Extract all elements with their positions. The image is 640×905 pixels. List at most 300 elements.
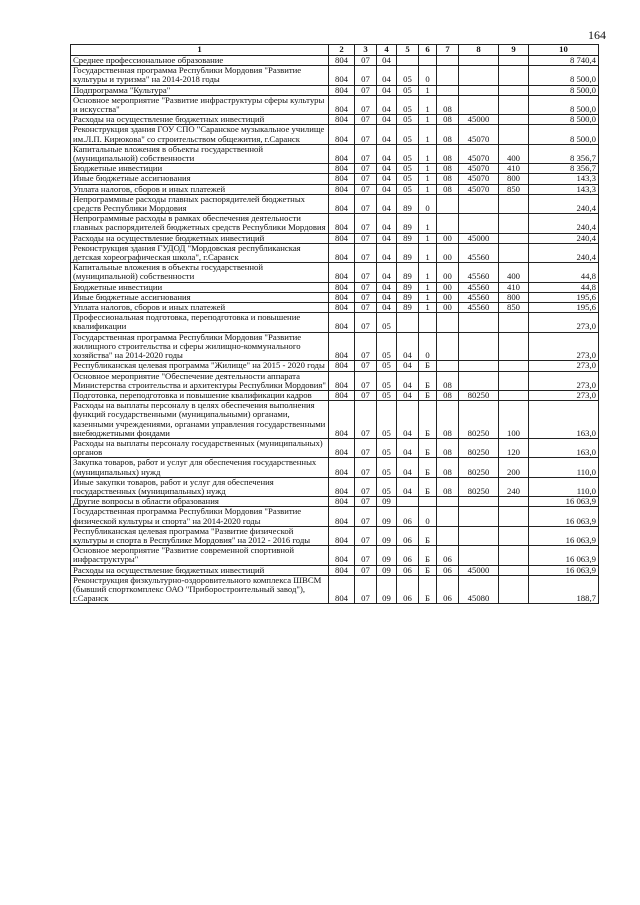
row-code-cell (499, 194, 529, 213)
table-row (71, 144, 599, 163)
row-name-cell: Иные бюджетные ассигнования (71, 174, 329, 184)
row-name-cell: Среднее профессиональное образование (71, 56, 329, 66)
row-code-cell: 06 (437, 546, 459, 565)
row-code-cell: 04 (377, 85, 397, 95)
row-code-cell (499, 233, 529, 243)
row-code-cell: 08 (437, 164, 459, 174)
row-name-cell: Реконструкция физкультурно-оздоровительного комплекса ШВСМ (бывший спорткомплекс ОАО "Приборостроительный завод"), г.Саранск (71, 575, 329, 604)
row-amount-cell: 273,0 (529, 371, 599, 390)
row-code-cell: 05 (397, 174, 419, 184)
row-name-cell: Расходы на осуществление бюджетных инвестиций (71, 565, 329, 575)
row-amount-cell: 44,8 (529, 263, 599, 282)
row-code-cell: 08 (437, 184, 459, 194)
row-code-cell: 804 (329, 575, 355, 604)
row-name-cell: Иные закупки товаров, работ и услуг для обеспечения государственных (муниципальных) нужд (71, 477, 329, 496)
row-code-cell: Б (419, 361, 437, 371)
row-code-cell (459, 546, 499, 565)
row-code-cell (499, 371, 529, 390)
row-code-cell: 804 (329, 95, 355, 114)
page-number: 164 (588, 28, 606, 42)
row-code-cell: 05 (397, 125, 419, 144)
row-code-cell: 800 (499, 292, 529, 302)
row-name-cell: Основное мероприятие "Развитие инфраструктуры сферы культуры и искусства" (71, 95, 329, 114)
row-code-cell (437, 332, 459, 361)
row-code-cell: 804 (329, 507, 355, 526)
row-code-cell: 45560 (459, 263, 499, 282)
row-code-cell (499, 85, 529, 95)
row-code-cell: 800 (499, 174, 529, 184)
row-code-cell: 05 (397, 85, 419, 95)
row-amount-cell: 163,0 (529, 438, 599, 457)
row-amount-cell: 8 356,7 (529, 144, 599, 163)
row-amount-cell: 16 063,9 (529, 546, 599, 565)
row-name-cell: Капитальные вложения в объекты государственной (муниципальной) собственности (71, 263, 329, 282)
row-amount-cell: 44,8 (529, 282, 599, 292)
row-code-cell: 1 (419, 214, 437, 233)
row-code-cell: 06 (397, 575, 419, 604)
row-code-cell: Б (419, 371, 437, 390)
row-code-cell: 04 (377, 263, 397, 282)
row-code-cell: Б (419, 458, 437, 477)
table-row (71, 174, 599, 184)
row-code-cell: 80250 (459, 390, 499, 400)
row-name-cell: Республиканская целевая программа "Развитие физической культуры и спорта в Республике Мордовия" на 2012 - 2016 годы (71, 526, 329, 545)
row-amount-cell: 8 500,0 (529, 125, 599, 144)
row-code-cell: 08 (437, 95, 459, 114)
row-code-cell: 04 (397, 477, 419, 496)
table-row (71, 575, 599, 604)
row-code-cell: 07 (355, 575, 377, 604)
row-amount-cell: 163,0 (529, 401, 599, 439)
column-header: 9 (499, 45, 529, 56)
row-code-cell: 08 (437, 125, 459, 144)
row-amount-cell: 273,0 (529, 332, 599, 361)
row-code-cell: 07 (355, 263, 377, 282)
row-code-cell: 804 (329, 371, 355, 390)
row-code-cell: Б (419, 546, 437, 565)
row-code-cell: 07 (355, 401, 377, 439)
row-code-cell: 80250 (459, 401, 499, 439)
row-code-cell: 08 (437, 401, 459, 439)
row-code-cell: 08 (437, 390, 459, 400)
row-code-cell: 05 (377, 371, 397, 390)
row-code-cell: 09 (377, 507, 397, 526)
row-code-cell: 06 (437, 575, 459, 604)
row-code-cell: 200 (499, 458, 529, 477)
row-code-cell: 45560 (459, 243, 499, 262)
row-code-cell: 09 (377, 565, 397, 575)
row-code-cell: 0 (419, 194, 437, 213)
table-row (71, 164, 599, 174)
row-code-cell: 04 (377, 56, 397, 66)
row-code-cell: 07 (355, 95, 377, 114)
row-code-cell (499, 66, 529, 85)
row-name-cell: Уплата налогов, сборов и иных платежей (71, 303, 329, 313)
row-code-cell (459, 66, 499, 85)
row-code-cell: 80250 (459, 477, 499, 496)
row-code-cell: 804 (329, 125, 355, 144)
row-code-cell: 09 (377, 497, 397, 507)
row-amount-cell: 8 500,0 (529, 95, 599, 114)
row-code-cell: 0 (419, 507, 437, 526)
row-code-cell: 45560 (459, 303, 499, 313)
row-code-cell: 804 (329, 66, 355, 85)
row-code-cell: 06 (397, 565, 419, 575)
row-code-cell: 0 (419, 66, 437, 85)
table-row (71, 401, 599, 439)
row-code-cell: 89 (397, 282, 419, 292)
table-row (71, 115, 599, 125)
row-code-cell (419, 313, 437, 332)
row-name-cell: Реконструкция здания ГОУ СПО "Саранское музыкальное училище им.Л.П. Кирюкова" со строительством общежития, г.Саранск (71, 125, 329, 144)
row-code-cell: 05 (397, 184, 419, 194)
row-code-cell: 89 (397, 214, 419, 233)
table-row (71, 438, 599, 457)
row-code-cell: 45070 (459, 164, 499, 174)
row-code-cell: 04 (377, 174, 397, 184)
row-amount-cell: 143,3 (529, 184, 599, 194)
column-header: 5 (397, 45, 419, 56)
row-code-cell (437, 56, 459, 66)
row-code-cell (499, 565, 529, 575)
table-row (71, 332, 599, 361)
row-code-cell (499, 95, 529, 114)
row-code-cell: 89 (397, 243, 419, 262)
row-amount-cell: 8 356,7 (529, 164, 599, 174)
row-code-cell: 07 (355, 438, 377, 457)
row-code-cell: 00 (437, 282, 459, 292)
row-amount-cell: 8 740,4 (529, 56, 599, 66)
row-name-cell: Государственная программа Республики Мордовия "Развитие физической культуры и спорта" на 2014-2020 годы (71, 507, 329, 526)
row-code-cell: 45070 (459, 125, 499, 144)
row-amount-cell: 16 063,9 (529, 565, 599, 575)
row-code-cell (459, 214, 499, 233)
row-code-cell: 804 (329, 438, 355, 457)
table-row (71, 263, 599, 282)
row-amount-cell: 240,4 (529, 214, 599, 233)
row-code-cell: 1 (419, 292, 437, 302)
row-code-cell: 1 (419, 125, 437, 144)
table-row (71, 282, 599, 292)
row-name-cell: Расходы на выплаты персоналу в целях обеспечения выполнения функций государственными (муниципальными) органами, казенными учреждениями, органами управления государственными внебюджетными фондами (71, 401, 329, 439)
row-amount-cell: 16 063,9 (529, 526, 599, 545)
row-code-cell (459, 56, 499, 66)
row-name-cell: Подпрограмма "Культура" (71, 85, 329, 95)
header-row (71, 45, 599, 56)
row-code-cell: 08 (437, 115, 459, 125)
row-code-cell: 1 (419, 282, 437, 292)
row-code-cell (437, 85, 459, 95)
row-code-cell: 804 (329, 243, 355, 262)
column-header: 10 (529, 45, 599, 56)
table-row (71, 361, 599, 371)
table-row (71, 214, 599, 233)
row-code-cell: 07 (355, 66, 377, 85)
row-name-cell: Подготовка, переподготовка и повышение квалификации кадров (71, 390, 329, 400)
row-amount-cell: 8 500,0 (529, 85, 599, 95)
row-code-cell: 07 (355, 292, 377, 302)
row-code-cell: 804 (329, 303, 355, 313)
row-amount-cell: 110,0 (529, 458, 599, 477)
row-code-cell: 08 (437, 458, 459, 477)
row-code-cell (459, 194, 499, 213)
row-code-cell: 07 (355, 125, 377, 144)
row-amount-cell: 240,4 (529, 233, 599, 243)
table-row (71, 526, 599, 545)
row-code-cell: 07 (355, 194, 377, 213)
row-amount-cell: 110,0 (529, 477, 599, 496)
row-code-cell: 804 (329, 282, 355, 292)
table-row (71, 313, 599, 332)
row-code-cell: 45560 (459, 292, 499, 302)
row-code-cell: 1 (419, 174, 437, 184)
row-code-cell: 04 (377, 233, 397, 243)
column-header: 6 (419, 45, 437, 56)
row-code-cell (459, 371, 499, 390)
row-code-cell: 804 (329, 214, 355, 233)
row-code-cell: 07 (355, 526, 377, 545)
row-code-cell: 04 (397, 401, 419, 439)
row-code-cell (459, 361, 499, 371)
row-code-cell: Б (419, 575, 437, 604)
row-code-cell: 04 (377, 164, 397, 174)
column-header: 7 (437, 45, 459, 56)
row-name-cell: Расходы на выплаты персоналу государственных (муниципальных) органов (71, 438, 329, 457)
row-code-cell: 05 (377, 313, 397, 332)
row-code-cell: 06 (397, 546, 419, 565)
row-code-cell: 00 (437, 233, 459, 243)
row-code-cell: Б (419, 526, 437, 545)
column-header: 4 (377, 45, 397, 56)
row-code-cell: 00 (437, 243, 459, 262)
row-code-cell: 07 (355, 565, 377, 575)
row-code-cell: 1 (419, 184, 437, 194)
row-name-cell: Расходы на осуществление бюджетных инвестиций (71, 115, 329, 125)
row-code-cell: 04 (397, 390, 419, 400)
row-code-cell: 804 (329, 361, 355, 371)
row-code-cell: 80250 (459, 438, 499, 457)
row-code-cell (419, 56, 437, 66)
row-name-cell: Непрограммные расходы главных распорядителей бюджетных средств Республики Мордовия (71, 194, 329, 213)
row-code-cell (437, 214, 459, 233)
row-code-cell (459, 507, 499, 526)
row-code-cell: 07 (355, 458, 377, 477)
row-code-cell: 804 (329, 497, 355, 507)
row-code-cell: 45000 (459, 233, 499, 243)
row-code-cell: 100 (499, 401, 529, 439)
row-code-cell: 240 (499, 477, 529, 496)
row-amount-cell: 16 063,9 (529, 507, 599, 526)
row-code-cell: 804 (329, 85, 355, 95)
row-code-cell: 05 (397, 144, 419, 163)
row-code-cell (459, 332, 499, 361)
table-row (71, 66, 599, 85)
row-code-cell: 89 (397, 292, 419, 302)
row-code-cell: 45070 (459, 174, 499, 184)
row-code-cell: 08 (437, 144, 459, 163)
row-code-cell: 45000 (459, 115, 499, 125)
row-code-cell: Б (419, 401, 437, 439)
row-name-cell: Реконструкция здания ГУДОД "Мордовская республиканская детская хореографическая школа", г.Саранск (71, 243, 329, 262)
row-name-cell: Капитальные вложения в объекты государственной (муниципальной) собственности (71, 144, 329, 163)
row-code-cell: 804 (329, 194, 355, 213)
row-code-cell: 45070 (459, 144, 499, 163)
row-code-cell: 1 (419, 95, 437, 114)
row-code-cell: 1 (419, 144, 437, 163)
table-row (71, 184, 599, 194)
row-code-cell: 04 (377, 194, 397, 213)
table-row (71, 303, 599, 313)
row-code-cell: 05 (377, 477, 397, 496)
row-code-cell: 07 (355, 243, 377, 262)
row-code-cell (499, 115, 529, 125)
row-code-cell: 0 (419, 332, 437, 361)
row-code-cell (437, 497, 459, 507)
table-row (71, 507, 599, 526)
row-code-cell: 05 (377, 438, 397, 457)
row-amount-cell: 273,0 (529, 361, 599, 371)
row-code-cell (437, 313, 459, 332)
row-code-cell: 804 (329, 233, 355, 243)
row-amount-cell: 188,7 (529, 575, 599, 604)
row-code-cell: 1 (419, 164, 437, 174)
row-code-cell: 04 (377, 243, 397, 262)
row-code-cell: 09 (377, 575, 397, 604)
table-header (71, 45, 599, 56)
row-code-cell: 04 (397, 371, 419, 390)
row-code-cell: 80250 (459, 458, 499, 477)
row-code-cell: 07 (355, 115, 377, 125)
row-code-cell: 07 (355, 174, 377, 184)
row-code-cell: 08 (437, 174, 459, 184)
row-code-cell: 89 (397, 194, 419, 213)
row-code-cell: 04 (377, 125, 397, 144)
row-code-cell: 804 (329, 458, 355, 477)
row-amount-cell: 8 500,0 (529, 66, 599, 85)
table-row (71, 292, 599, 302)
row-code-cell: 05 (377, 390, 397, 400)
row-code-cell (397, 313, 419, 332)
table-row (71, 56, 599, 66)
table-row (71, 371, 599, 390)
row-code-cell: 804 (329, 401, 355, 439)
row-code-cell: 04 (397, 361, 419, 371)
row-code-cell: 07 (355, 282, 377, 292)
row-code-cell: 06 (437, 565, 459, 575)
row-code-cell: 04 (377, 115, 397, 125)
table-row (71, 125, 599, 144)
row-code-cell: 08 (437, 477, 459, 496)
row-name-cell: Профессиональная подготовка, переподготовка и повышение квалификации (71, 313, 329, 332)
row-code-cell: 07 (355, 332, 377, 361)
row-code-cell: 804 (329, 477, 355, 496)
row-name-cell: Непрограммные расходы в рамках обеспечения деятельности главных распорядителей бюджетных средств Республики Мордовия (71, 214, 329, 233)
row-code-cell: Б (419, 565, 437, 575)
row-code-cell (459, 85, 499, 95)
table-row (71, 458, 599, 477)
column-header: 1 (71, 45, 329, 56)
row-code-cell: 410 (499, 282, 529, 292)
row-code-cell: 04 (377, 303, 397, 313)
row-code-cell (499, 390, 529, 400)
row-code-cell: 07 (355, 85, 377, 95)
row-code-cell (499, 507, 529, 526)
row-amount-cell: 240,4 (529, 243, 599, 262)
table-row (71, 95, 599, 114)
row-amount-cell: 273,0 (529, 390, 599, 400)
row-code-cell (437, 526, 459, 545)
row-code-cell: 09 (377, 526, 397, 545)
row-code-cell: 07 (355, 507, 377, 526)
row-code-cell: 04 (377, 66, 397, 85)
row-code-cell: 07 (355, 184, 377, 194)
row-code-cell: 04 (377, 184, 397, 194)
row-code-cell: 850 (499, 184, 529, 194)
row-code-cell (419, 497, 437, 507)
table-body (71, 56, 599, 604)
row-code-cell (499, 546, 529, 565)
table-row (71, 477, 599, 496)
row-code-cell: 89 (397, 263, 419, 282)
row-code-cell: 07 (355, 56, 377, 66)
row-code-cell: 89 (397, 303, 419, 313)
row-code-cell: 804 (329, 115, 355, 125)
row-name-cell: Основное мероприятие "Развитие современной спортивной инфраструктуры" (71, 546, 329, 565)
row-code-cell (397, 497, 419, 507)
row-code-cell (459, 313, 499, 332)
row-code-cell: 07 (355, 361, 377, 371)
row-code-cell: 05 (397, 115, 419, 125)
row-code-cell: 05 (397, 66, 419, 85)
row-code-cell: 804 (329, 292, 355, 302)
row-code-cell: 45070 (459, 184, 499, 194)
row-code-cell: 05 (397, 95, 419, 114)
row-name-cell: Бюджетные инвестиции (71, 282, 329, 292)
row-code-cell (499, 243, 529, 262)
row-code-cell (437, 361, 459, 371)
row-name-cell: Закупка товаров, работ и услуг для обеспечения государственных (муниципальных) нужд (71, 458, 329, 477)
row-code-cell: 07 (355, 164, 377, 174)
row-code-cell: 08 (437, 371, 459, 390)
row-code-cell: 850 (499, 303, 529, 313)
table-row (71, 390, 599, 400)
table-row (71, 497, 599, 507)
row-code-cell (499, 125, 529, 144)
row-code-cell: 04 (377, 292, 397, 302)
row-code-cell: 05 (377, 332, 397, 361)
row-code-cell: 804 (329, 390, 355, 400)
row-code-cell: 804 (329, 164, 355, 174)
row-code-cell: 05 (377, 458, 397, 477)
row-code-cell (437, 66, 459, 85)
row-amount-cell: 16 063,9 (529, 497, 599, 507)
row-code-cell: 04 (397, 438, 419, 457)
row-code-cell: 04 (377, 95, 397, 114)
row-code-cell: 89 (397, 233, 419, 243)
row-code-cell: 1 (419, 85, 437, 95)
row-name-cell: Иные бюджетные ассигнования (71, 292, 329, 302)
column-header: 3 (355, 45, 377, 56)
row-code-cell (499, 214, 529, 233)
row-name-cell: Уплата налогов, сборов и иных платежей (71, 184, 329, 194)
row-amount-cell: 195,6 (529, 303, 599, 313)
row-name-cell: Государственная программа Республики Мордовия "Развитие культуры и туризма" на 2014-2018 годы (71, 66, 329, 85)
row-code-cell: Б (419, 390, 437, 400)
row-code-cell (499, 313, 529, 332)
row-code-cell: 1 (419, 243, 437, 262)
row-code-cell: 45080 (459, 575, 499, 604)
row-code-cell: 07 (355, 144, 377, 163)
